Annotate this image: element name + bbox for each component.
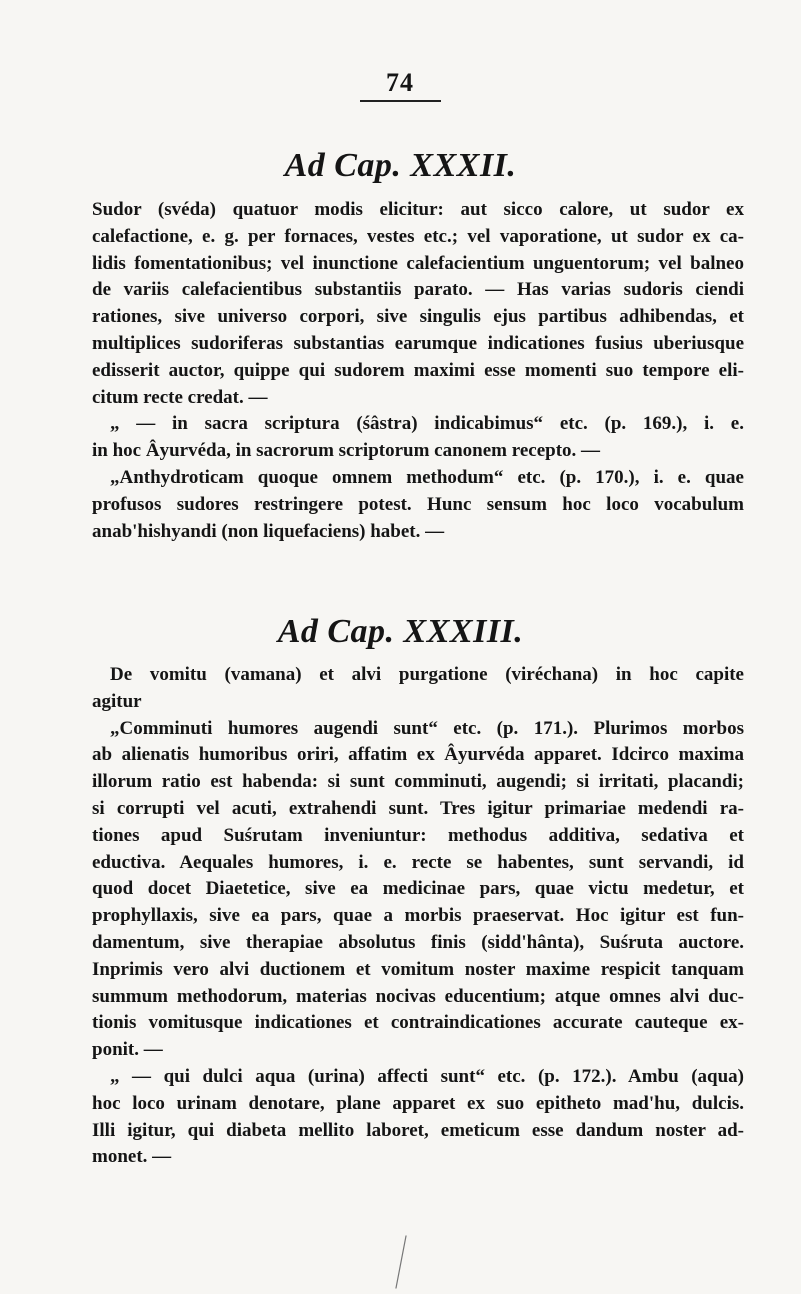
text-line: tionis vomitusque indicationes et contraindicationes accurate cauteque ex- xyxy=(92,1012,744,1034)
section-chapter-32 xyxy=(92,197,744,545)
text-line: „ — qui dulci aqua (urina) affecti sunt“ etc. (p. 172.). Ambu (aqua) xyxy=(110,1065,744,1087)
text-line: si corrupti vel acuti, extrahendi sunt. Tres igitur primariae medendi ra- xyxy=(92,797,744,819)
chapter-heading-32: Ad Cap. XXXII. xyxy=(284,147,517,184)
text-line: multiplices sudoriferas substantias earumque indicationes fusius uberiusque xyxy=(92,332,744,354)
text-line: lidis fomentationibus; vel inunctione calefacientium unguentorum; vel balneo xyxy=(92,252,744,274)
text-line: „Comminuti humores augendi sunt“ etc. (p. 171.). Plurimos morbos xyxy=(110,717,744,739)
page-number: 74 xyxy=(386,68,414,97)
text-line: Illi igitur, qui diabeta mellito laboret, emeticum esse dandum noster ad- xyxy=(92,1119,744,1141)
text-line: hoc loco urinam denotare, plane apparet ex suo epitheto mad'hu, dulcis. xyxy=(92,1092,744,1114)
text-line: edisserit auctor, quippe qui sudorem maximi esse momenti suo tempore eli- xyxy=(92,359,744,381)
chapter-heading-33: Ad Cap. XXXIII. xyxy=(277,613,524,650)
text-line: in hoc Âyurvéda, in sacrorum scriptorum canonem recepto. — xyxy=(92,440,601,462)
text-line: profusos sudores restringere potest. Hunc sensum hoc loco vocabulum xyxy=(92,493,744,515)
text-line: summum methodorum, materias nocivas educentium; atque omnes alvi duc- xyxy=(92,985,744,1007)
text-line: rationes, sive universo corpori, sive singulis ejus partibus adhibendas, et xyxy=(92,306,744,328)
text-line: damentum, sive therapiae absolutus finis (sidd'hânta), Suśruta auctore. xyxy=(92,931,744,953)
text-line: ponit. — xyxy=(92,1039,163,1061)
text-line: ab alienatis humoribus oriri, affatim ex Âyurvéda apparet. Idcirco maxima xyxy=(92,744,744,766)
text-line: prophyllaxis, sive ea pars, quae a morbis praeservat. Hoc igitur est fun- xyxy=(92,905,744,927)
text-line: Inprimis vero alvi ductionem et vomitum noster maxime respicit tanquam xyxy=(92,958,744,980)
text-line: citum recte credat. — xyxy=(92,386,268,408)
text-line: quod docet Diaetetice, sive ea medicinae pars, quae victu medetur, et xyxy=(92,878,744,900)
text-line: De vomitu (vamana) et alvi purgatione (viréchana) in hoc capite xyxy=(110,664,744,685)
text-line: illorum ratio est habenda: si sunt comminuti, augendi; si irritati, placandi; xyxy=(92,771,744,793)
text-line: anab'hishyandi (non liquefaciens) habet. — xyxy=(92,520,445,542)
text-line: „Anthydroticam quoque omnem methodum“ etc. (p. 170.), i. e. quae xyxy=(110,466,744,488)
text-line: de variis calefacientibus substantiis parato. — Has varias sudoris ciendi xyxy=(92,279,744,301)
text-line: Sudor (svéda) quatuor modis elicitur: aut sicco calore, ut sudor ex xyxy=(92,199,744,220)
section-chapter-33 xyxy=(92,662,744,1171)
text-line: „ — in sacra scriptura (śâstra) indicabimus“ etc. (p. 169.), i. e. xyxy=(110,413,744,435)
text-line: eductiva. Aequales humores, i. e. recte se habentes, sunt servandi, id xyxy=(92,851,744,873)
text-line: calefactione, e. g. per fornaces, vestes etc.; vel vaporatione, ut sudor ex ca- xyxy=(92,225,744,247)
text-line: agitur xyxy=(92,690,142,712)
text-line: tiones apud Suśrutam inveniuntur: methodus additiva, sedativa et xyxy=(92,824,744,846)
text-line: monet. — xyxy=(92,1146,172,1168)
pencil-mark xyxy=(390,1232,410,1292)
page-number-underline xyxy=(360,100,441,102)
